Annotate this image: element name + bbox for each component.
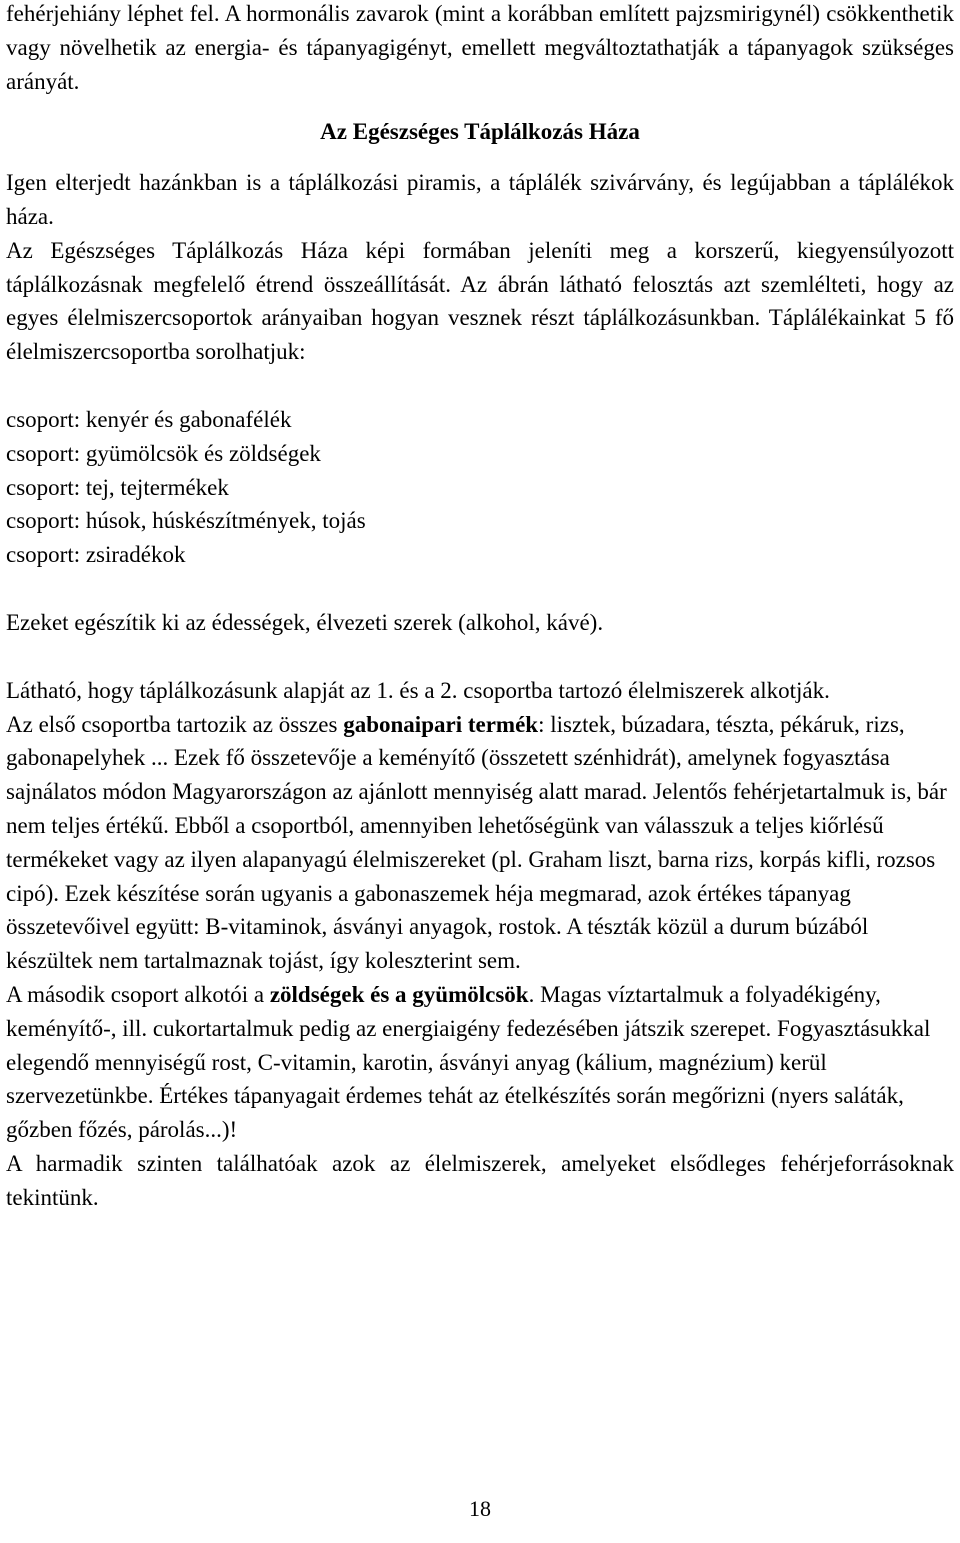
section-paragraph-2: Az Egészséges Táplálkozás Háza képi formában jeleníti meg a korszerű, kiegyensúlyozott táplálkozásnak megfelelő étrend összeállítását. Az ábrán látható felosztás azt szemlélteti, hogy az egyes élelmiszercsoportok arányaiban hogyan vesznek részt táplálkozásunkban. Táplálékainkat 5 fő élelmiszercsoportba sorolhatjuk: [6,237,954,365]
food-group-list [6,403,954,572]
intro-paragraph: fehérjehiány léphet fel. A hormonális zavarok (mint a korábban említett pajzsmirigynél) csökkenthetik vagy növelhetik az energia- és tápanyagigényt, emellett megváltoztathatják a tápanyagok szükséges arányát. [6,1,954,94]
list-item: csoport: húsok, húskészítmények, tojás [6,508,366,534]
list-item: csoport: kenyér és gabonafélék [6,406,292,432]
section-heading: Az Egészséges Táplálkozás Háza [320,119,640,145]
list-item: csoport: zsiradékok [6,542,186,568]
spacer [6,572,954,606]
section-paragraph-1: Igen elterjedt hazánkban is a táplálkozási piramis, a táplálék szivárvány, és legújabban a táplálékok háza. [6,170,954,229]
list-item: csoport: gyümölcsök és zöldségek [6,440,321,466]
group1-text-rest: : lisztek, búzadara, tészta, pékáruk, rizs, gabonapelyhek ... Ezek fő összetevője a keményítő (összetett szénhidrát), amelynek fogyasztása sajnálatos módon Magyarországon az ajánlott mennyiség alatt marad. Jelentős fehérjetartalmuk is, bár nem teljes értékű. Ebből a csoportból, amennyiben lehetőségünk van válasszuk a teljes kiőrlésű termékeket vagy az ilyen alapanyagú élelmiszereket (pl. Graham liszt, barna rizs, korpás kifli, rozsos cipó). Ezek készítése során ugyanis a gabonaszemek héja megmarad, azok értékes tápanyag összetevőivel együtt: B-vitaminok, ásványi anyagok, rostok. A tészták közül a durum búzából készültek nem tartalmaznak tojást, így koleszterint sem. [6,711,947,974]
page-number: 18 [469,1496,491,1521]
group1-text-start: Az első csoportba tartozik az összes [6,711,344,737]
group1-paragraph [6,708,954,978]
supplement-paragraph: Ezeket egészítik ki az édességek, élvezeti szerek (alkohol, kávé). [6,609,604,635]
spacer [6,369,954,403]
group3-paragraph: A harmadik szinten találhatóak azok az élelmiszerek, amelyeket elsődleges fehérjeforrásoknak tekintünk. [6,1150,954,1210]
group2-bold-term: zöldségek és a gyümölcsök [269,981,529,1007]
group1-bold-term: gabonaipari termék [343,711,539,737]
group2-text-start: A második csoport alkotói a [6,981,270,1007]
group2-text-rest: . Magas víztartalmuk a folyadékigény, keményítő-, ill. cukortartalmuk pedig az energiaigény fedezésében játszik szerepet. Fogyasztásukkal elegendő mennyiségű rost, C-vitamin, karotin, ásványi anyag (kálium, magnézium) kerül szervezetünkbe. Értékes tápanyagait érdemes tehát az ételkészítés során megőrizni (nyers saláták, gőzben főzés, párolás...)! [6,981,931,1143]
spacer [6,640,954,674]
list-item: csoport: tej, tejtermékek [6,474,229,500]
group2-paragraph [6,978,954,1147]
document-page [6,0,954,1215]
basis-paragraph: Látható, hogy táplálkozásunk alapját az 1. és a 2. csoportba tartozó élelmiszerek alkotják. [6,677,830,703]
